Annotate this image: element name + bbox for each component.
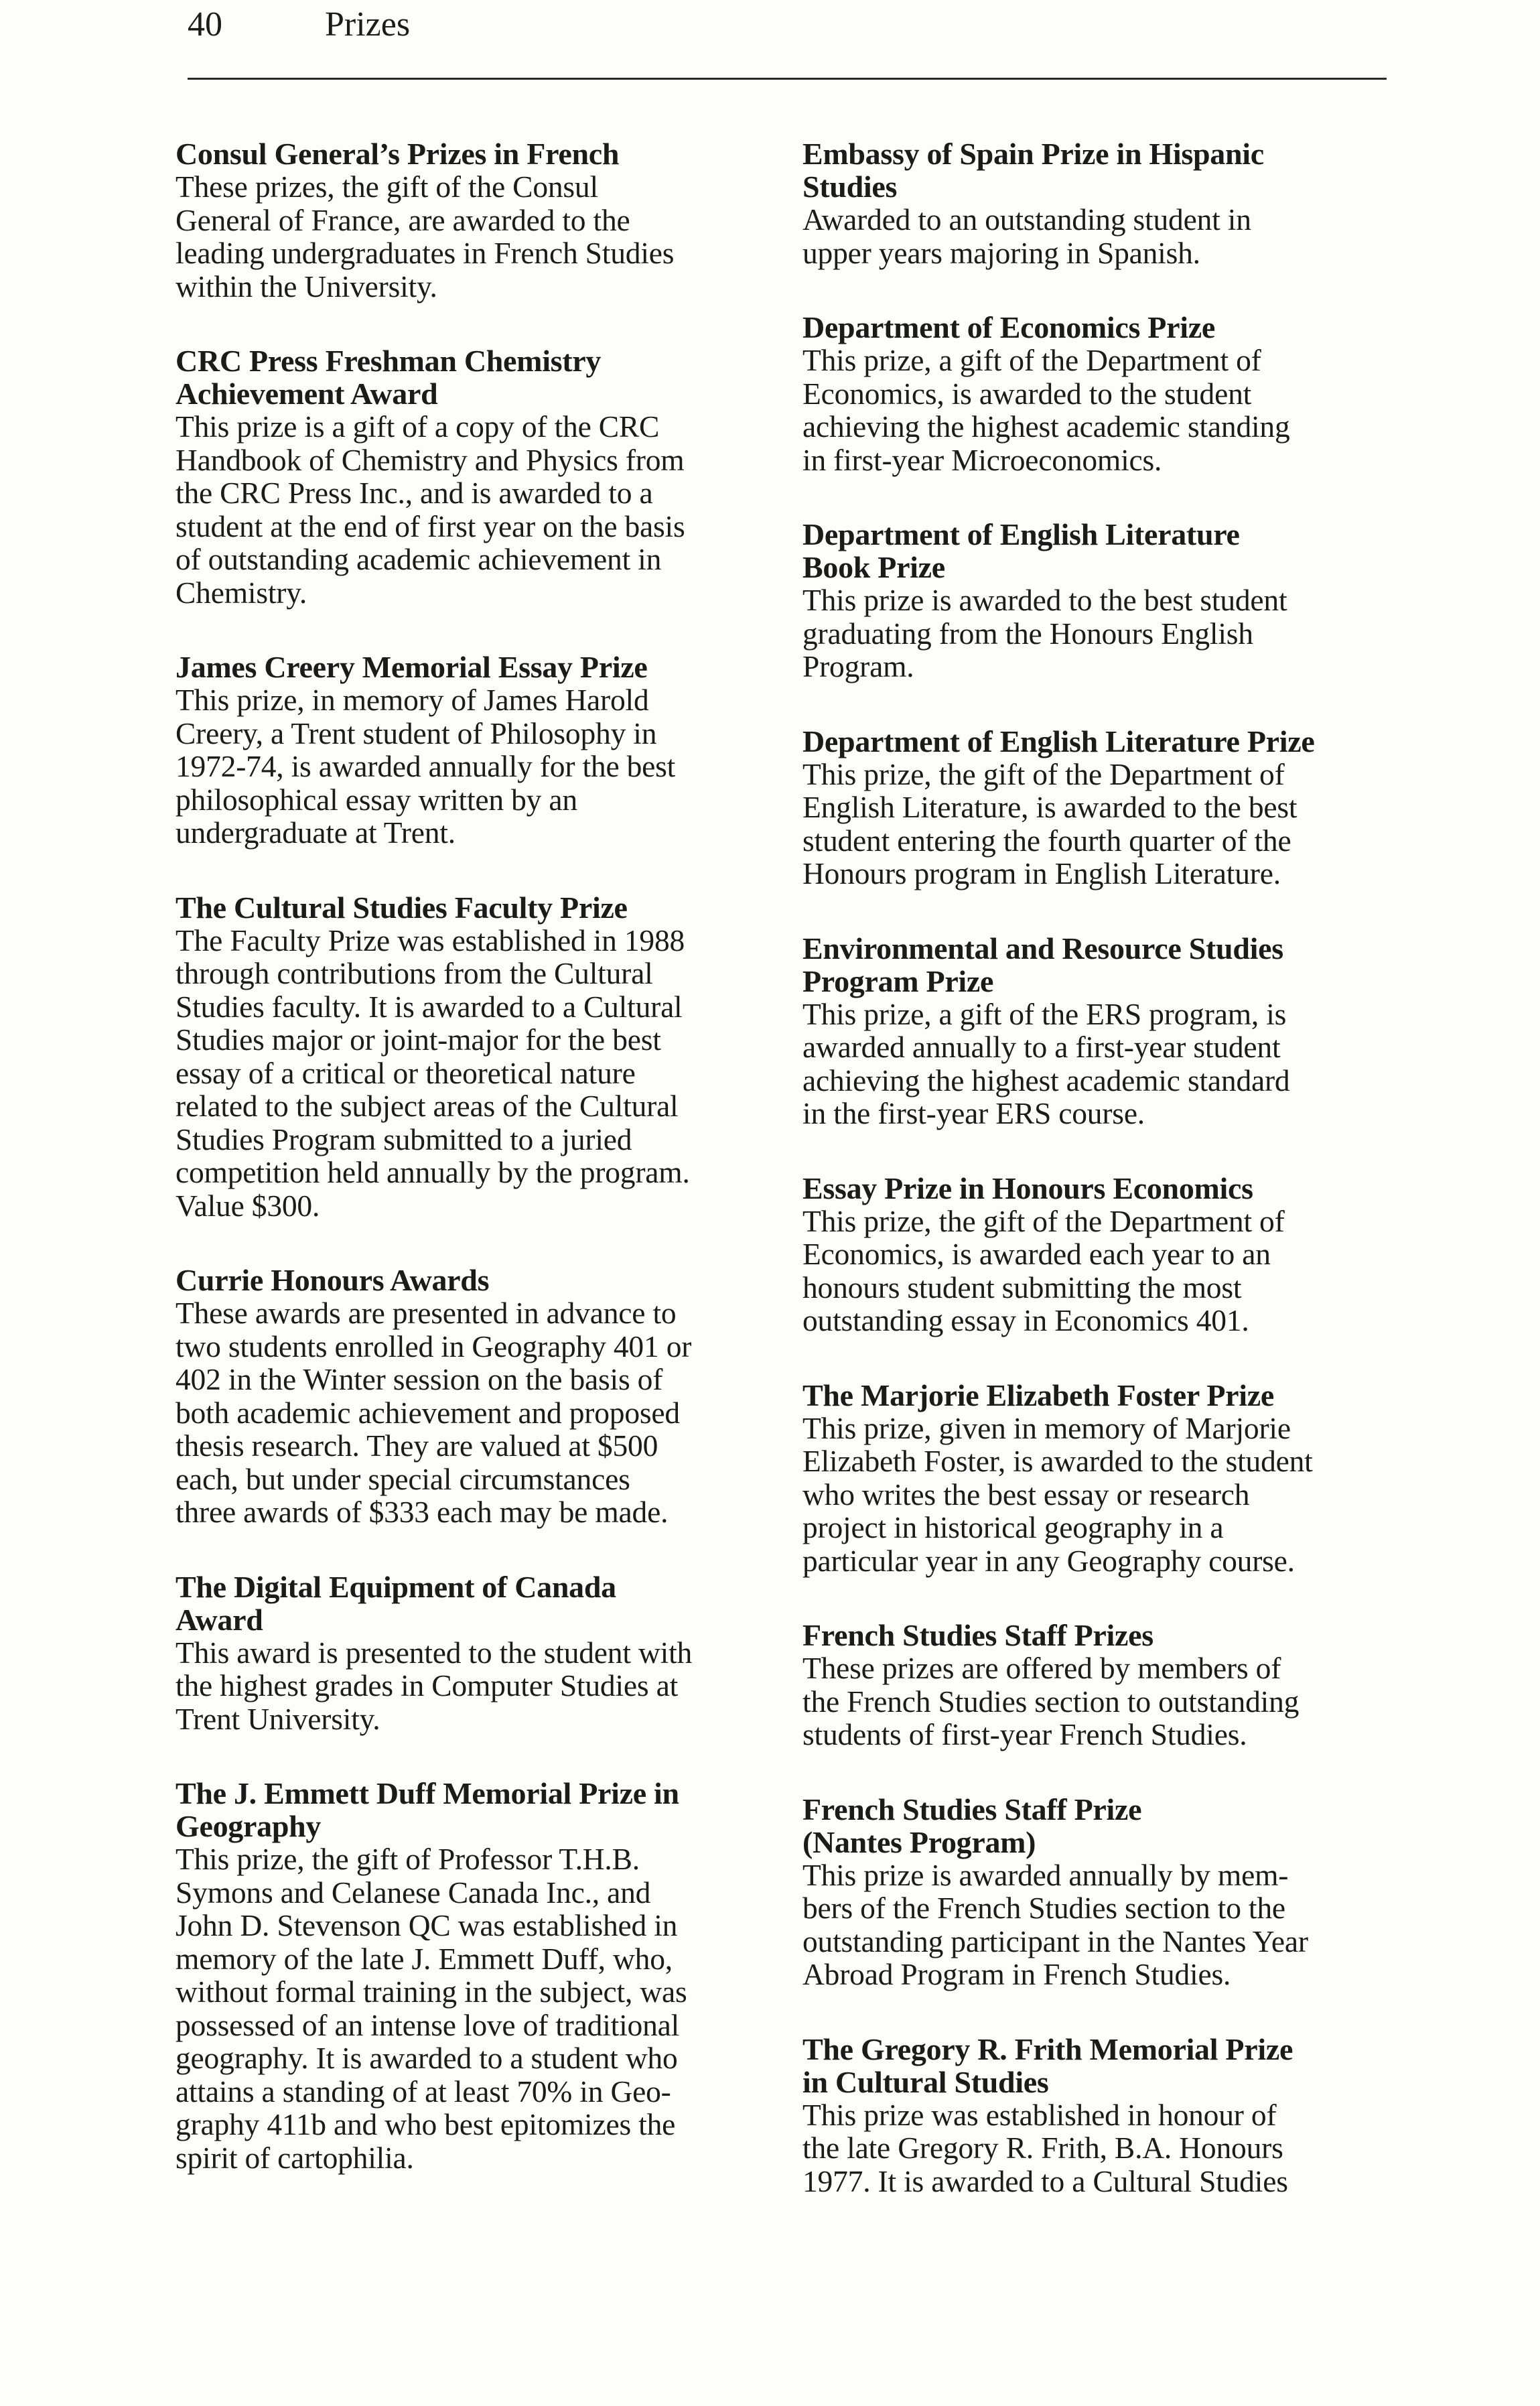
prize-entry-environmental-and-resource-studies-program-prize bbox=[802, 932, 1405, 1130]
prize-description-line: Symons and Celanese Canada Inc., and bbox=[176, 1875, 651, 1910]
prize-description-line: outstanding essay in Economics 401. bbox=[802, 1303, 1249, 1337]
prize-description-line: This prize, a gift of the Department of bbox=[802, 343, 1261, 377]
prize-description-line: 1977. It is awarded to a Cultural Studies bbox=[802, 2163, 1288, 2198]
prize-description bbox=[802, 1205, 1405, 1337]
prize-description-line: in first-year Microeconomics. bbox=[802, 442, 1162, 477]
running-head bbox=[188, 0, 1387, 54]
prize-description-line: Elizabeth Foster, is awarded to the student bbox=[802, 1444, 1313, 1478]
prize-title-line: Program Prize bbox=[802, 963, 994, 998]
prize-description-line: General of France, are awarded to the bbox=[176, 202, 630, 237]
prize-title bbox=[176, 1777, 778, 1843]
prize-description bbox=[802, 1412, 1405, 1578]
prize-description-line: student entering the fourth quarter of the bbox=[802, 823, 1291, 858]
prize-description-line: related to the subject areas of the Cultural bbox=[176, 1089, 679, 1123]
prize-title-line: The Gregory R. Frith Memorial Prize bbox=[802, 2031, 1293, 2066]
prize-description-line: undergraduate at Trent. bbox=[176, 815, 456, 850]
prize-description-line: Creery, a Trent student of Philosophy in bbox=[176, 716, 657, 750]
prize-description-line: graduating from the Honours English bbox=[802, 616, 1253, 651]
prize-title bbox=[802, 1379, 1405, 1412]
prize-title-line: Consul General’s Prizes in French bbox=[176, 137, 620, 171]
prize-description bbox=[802, 584, 1405, 683]
prize-description bbox=[802, 344, 1405, 476]
prize-description bbox=[176, 1843, 778, 2174]
prize-description-line: Trent University. bbox=[176, 1701, 380, 1736]
prize-title-line: (Nantes Program) bbox=[802, 1824, 1036, 1859]
prize-description-line: the CRC Press Inc., and is awarded to a bbox=[176, 476, 653, 510]
prize-description-line: upper years majoring in Spanish. bbox=[802, 235, 1200, 270]
prize-title bbox=[802, 1619, 1405, 1652]
prize-description-line: This prize is a gift of a copy of the CRC bbox=[176, 409, 660, 444]
prize-title-line: French Studies Staff Prizes bbox=[802, 1618, 1153, 1652]
prize-entry-essay-prize-in-honours-economics bbox=[802, 1172, 1405, 1337]
prize-description-line: particular year in any Geography course. bbox=[802, 1543, 1295, 1578]
prize-description-line: essay of a critical or theoretical nature bbox=[176, 1055, 636, 1090]
prize-title bbox=[802, 932, 1405, 998]
section-title: Prizes bbox=[325, 5, 411, 44]
prize-description-line: 402 in the Winter session on the basis of bbox=[176, 1362, 663, 1396]
prize-title-line: CRC Press Freshman Chemistry bbox=[176, 344, 602, 378]
prize-description-line: This prize is awarded to the best student bbox=[802, 583, 1287, 617]
prize-title-line: Embassy of Spain Prize in Hispanic bbox=[802, 137, 1264, 171]
prize-title-line: Essay Prize in Honours Economics bbox=[802, 1171, 1253, 1205]
prize-title-line: Award bbox=[176, 1602, 263, 1637]
prize-title bbox=[802, 311, 1405, 344]
right-column bbox=[802, 137, 1405, 2239]
prize-description-line: Chemistry. bbox=[176, 575, 307, 610]
prize-description-line: This prize was established in honour of bbox=[802, 2097, 1277, 2132]
prize-title-line: Currie Honours Awards bbox=[176, 1263, 490, 1297]
prize-description-line: the French Studies section to outstanding bbox=[802, 1684, 1300, 1719]
prize-entry-the-cultural-studies-faculty-prize bbox=[176, 891, 778, 1223]
prize-entry-the-marjorie-elizabeth-foster-prize bbox=[802, 1379, 1405, 1578]
prize-description-line: the late Gregory R. Frith, B.A. Honours bbox=[802, 2131, 1283, 2165]
prize-title-line: Department of English Literature Prize bbox=[802, 724, 1315, 758]
prize-title bbox=[802, 2033, 1405, 2098]
prize-title-line: James Creery Memorial Essay Prize bbox=[176, 650, 648, 684]
prize-entry-the-digital-equipment-of-canada-award bbox=[176, 1570, 778, 1736]
prize-description-line: through contributions from the Cultural bbox=[176, 956, 653, 990]
prize-entry-french-studies-staff-prizes bbox=[802, 1619, 1405, 1751]
prize-description-line: philosophical essay written by an bbox=[176, 782, 577, 817]
prize-description-line: three awards of $333 each may be made. bbox=[176, 1495, 669, 1529]
prize-description-line: This award is presented to the student with bbox=[176, 1635, 693, 1670]
left-column bbox=[176, 137, 778, 2216]
prize-description-line: competition held annually by the program. bbox=[176, 1155, 690, 1189]
prize-description-line: This prize, the gift of Professor T.H.B. bbox=[176, 1842, 640, 1876]
prize-description-line: These prizes are offered by members of bbox=[802, 1651, 1281, 1685]
prize-title bbox=[176, 651, 778, 683]
prize-description-line: leading undergraduates in French Studies bbox=[176, 236, 675, 270]
prize-description-line: bers of the French Studies section to the bbox=[802, 1891, 1285, 1925]
prize-description bbox=[176, 410, 778, 609]
prize-description-line: both academic achievement and proposed bbox=[176, 1395, 680, 1430]
prize-description-line: This prize, the gift of the Department of bbox=[802, 1203, 1285, 1238]
prize-description-line: This prize, the gift of the Department of bbox=[802, 756, 1285, 791]
prize-title bbox=[176, 1264, 778, 1296]
prize-description-line: Studies Program submitted to a juried bbox=[176, 1122, 632, 1156]
prize-title-line: Book Prize bbox=[802, 550, 945, 584]
prize-title-line: The Cultural Studies Faculty Prize bbox=[176, 890, 628, 925]
prize-description-line: spirit of cartophilia. bbox=[176, 2140, 414, 2175]
prize-description-line: 1972-74, is awarded annually for the best bbox=[176, 749, 676, 783]
prize-title-line: Geography bbox=[176, 1809, 322, 1843]
prize-description bbox=[802, 998, 1405, 1130]
prize-title-line: in Cultural Studies bbox=[802, 2064, 1049, 2099]
prize-entry-currie-honours-awards bbox=[176, 1264, 778, 1529]
prize-description-line: Program. bbox=[802, 649, 914, 683]
prize-title-line: The Digital Equipment of Canada bbox=[176, 1569, 616, 1604]
prize-title bbox=[802, 1793, 1405, 1859]
prize-description-line: Economics, is awarded each year to an bbox=[802, 1237, 1271, 1271]
prize-description bbox=[802, 203, 1405, 269]
prize-description bbox=[176, 1636, 778, 1736]
prize-description-line: John D. Stevenson QC was established in bbox=[176, 1908, 678, 1942]
prize-description-line: Studies major or joint-major for the best bbox=[176, 1022, 661, 1057]
prize-entry-embassy-of-spain-prize-in-hispanic-studies bbox=[802, 137, 1405, 269]
prize-entry-crc-press-freshman-chemistry-achievement-award bbox=[176, 344, 778, 609]
prize-entry-department-of-economics-prize bbox=[802, 311, 1405, 476]
prize-description-line: Awarded to an outstanding student in bbox=[802, 202, 1251, 237]
prize-description-line: Honours program in English Literature. bbox=[802, 856, 1281, 890]
prize-description-line: memory of the late J. Emmett Duff, who, bbox=[176, 1941, 673, 1976]
prize-description-line: Handbook of Chemistry and Physics from bbox=[176, 442, 685, 477]
prize-title-line: Environmental and Resource Studies bbox=[802, 931, 1283, 965]
prize-title-line: The J. Emmett Duff Memorial Prize in bbox=[176, 1776, 679, 1810]
prize-description-line: Studies faculty. It is awarded to a Cultural bbox=[176, 989, 683, 1024]
prize-title-line: Department of Economics Prize bbox=[802, 310, 1215, 344]
prize-description-line: two students enrolled in Geography 401 or bbox=[176, 1329, 692, 1363]
prize-description bbox=[176, 170, 778, 303]
prize-title-line: The Marjorie Elizabeth Foster Prize bbox=[802, 1378, 1274, 1412]
prize-description-line: Value $300. bbox=[176, 1188, 320, 1223]
prize-description-line: The Faculty Prize was established in 1988 bbox=[176, 923, 685, 957]
prize-entry-james-creery-memorial-essay-prize bbox=[176, 651, 778, 850]
prize-description-line: This prize, given in memory of Marjorie bbox=[802, 1410, 1291, 1445]
prize-description-line: project in historical geography in a bbox=[802, 1510, 1224, 1544]
prize-description-line: outstanding participant in the Nantes Year bbox=[802, 1924, 1308, 1958]
prize-description-line: achieving the highest academic standing bbox=[802, 409, 1290, 444]
prize-title-line: Achievement Award bbox=[176, 377, 438, 411]
prize-title bbox=[802, 137, 1405, 203]
prize-entry-french-studies-staff-prize-nantes-program bbox=[802, 1793, 1405, 1991]
prize-description-line: Abroad Program in French Studies. bbox=[802, 1957, 1231, 1991]
prize-title-line: French Studies Staff Prize bbox=[802, 1792, 1142, 1826]
prize-title-line: Department of English Literature bbox=[802, 517, 1240, 551]
prize-description-line: achieving the highest academic standard bbox=[802, 1063, 1290, 1097]
prize-description-line: This prize, a gift of the ERS program, is bbox=[802, 996, 1287, 1031]
prize-description-line: each, but under special circumstances bbox=[176, 1461, 630, 1496]
prize-description-line: within the University. bbox=[176, 269, 437, 304]
prize-description-line: English Literature, is awarded to the best bbox=[802, 790, 1298, 824]
prize-description-line: students of first-year French Studies. bbox=[802, 1717, 1247, 1751]
prize-title bbox=[176, 137, 778, 170]
prize-description-line: honours student submitting the most bbox=[802, 1270, 1242, 1305]
prize-description bbox=[802, 1652, 1405, 1751]
prize-title bbox=[802, 725, 1405, 758]
prize-description-line: This prize is awarded annually by mem- bbox=[802, 1857, 1289, 1892]
prize-description-line: who writes the best essay or research bbox=[802, 1477, 1250, 1512]
prize-entry-department-of-english-literature-book-prize bbox=[802, 518, 1405, 683]
prize-title bbox=[802, 1172, 1405, 1205]
prize-title-line: Studies bbox=[802, 170, 898, 204]
prize-entry-consul-general-s-prizes-in-french bbox=[176, 137, 778, 303]
prize-title bbox=[176, 1570, 778, 1636]
prize-description-line: awarded annually to a first-year student bbox=[802, 1030, 1281, 1064]
prize-description-line: geography. It is awarded to a student who bbox=[176, 2041, 678, 2075]
prize-entry-the-j-emmett-duff-memorial-prize-in-geography bbox=[176, 1777, 778, 2174]
prize-title bbox=[176, 891, 778, 924]
prize-entry-the-gregory-r-frith-memorial-prize-in-cultural-studies bbox=[802, 2033, 1405, 2198]
prize-description-line: attains a standing of at least 70% in Geo- bbox=[176, 2074, 671, 2109]
page-number: 40 bbox=[188, 5, 222, 44]
prize-description-line: These awards are presented in advance to bbox=[176, 1296, 677, 1330]
prize-description-line: This prize, in memory of James Harold bbox=[176, 683, 649, 717]
prize-description-line: in the first-year ERS course. bbox=[802, 1096, 1145, 1130]
prize-description-line: of outstanding academic achievement in bbox=[176, 542, 662, 576]
prize-title bbox=[802, 518, 1405, 584]
prize-description-line: graphy 411b and who best epitomizes the bbox=[176, 2107, 676, 2141]
prize-description bbox=[176, 924, 778, 1223]
prize-description-line: the highest grades in Computer Studies at bbox=[176, 1668, 679, 1702]
prize-description-line: without formal training in the subject, was bbox=[176, 1975, 687, 2009]
prize-description bbox=[802, 2098, 1405, 2198]
prize-description-line: possessed of an intense love of traditional bbox=[176, 2007, 680, 2042]
prize-description bbox=[176, 683, 778, 850]
header-rule bbox=[188, 78, 1387, 80]
prize-description bbox=[802, 1859, 1405, 1991]
prize-entry-department-of-english-literature-prize bbox=[802, 725, 1405, 890]
prize-description-line: Economics, is awarded to the student bbox=[802, 376, 1252, 411]
prize-description-line: These prizes, the gift of the Consul bbox=[176, 170, 598, 204]
prize-title bbox=[176, 344, 778, 410]
prize-description bbox=[176, 1296, 778, 1529]
prize-description bbox=[802, 758, 1405, 890]
prize-description-line: student at the end of first year on the basis bbox=[176, 509, 685, 543]
prize-description-line: thesis research. They are valued at $500 bbox=[176, 1428, 658, 1463]
